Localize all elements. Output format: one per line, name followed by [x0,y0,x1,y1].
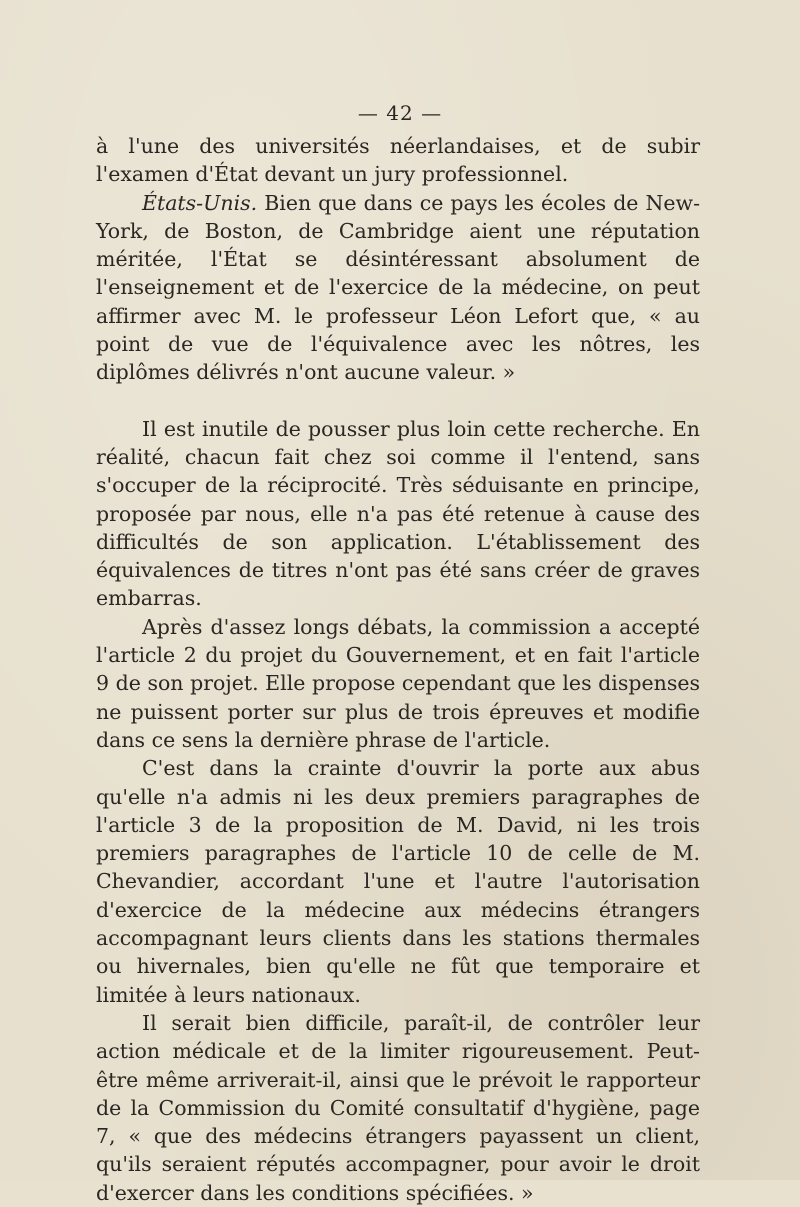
paragraph-foreign-doctors [96,754,700,1009]
paragraph-united-states [96,189,700,387]
page-number: — 42 — [357,101,443,125]
paragraph-netherlands-end [96,132,700,189]
paragraph-text: à l'une des universités néerlandaises, et de subir l'examen d'État devant un jury professionnel. [96,134,700,187]
paragraph-text: Bien que dans ce pays les écoles de New-York, de Boston, de Cambridge aient une réputation méritée, l'État se désintéressant absolument de l'enseignement et de l'exercice de la médecine, on peut affirmer avec M. le professeur Léon Lefort que, « au point de vue de l'équivalence avec les nôtres, les diplômes délivrés n'ont aucune valeur. » [96,190,700,385]
paragraph-reciprocity [96,415,700,613]
paragraph-text: Après d'assez longs débats, la commission a accepté l'article 2 du projet du Gouvernement, et en fait l'article 9 de son projet. Elle propose cependant que les dispenses ne puissent porter sur plus de trois épreuves et modifie dans ce sens la dernière phrase de l'article. [96,614,700,752]
section-lead-etats-unis: États-Unis. [142,190,258,215]
body-text [96,132,700,1207]
paragraph-text: Il est inutile de pousser plus loin cette recherche. En réalité, chacun fait chez soi comme il l'entend, sans s'occuper de la réciprocité. Très séduisante en principe, proposée par nous, elle n'a pas été retenue à cause des difficultés de son application. L'établissement des équivalences de titres n'ont pas été sans créer de graves embarras. [96,416,700,611]
paragraph-text: C'est dans la crainte d'ouvrir la porte aux abus qu'elle n'a admis ni les deux premiers paragraphes de l'article 3 de la proposition de M. David, ni les trois premiers paragraphes de l'article 10 de celle de M. Chevandier, accordant l'une et l'autre l'autorisation d'exercice de la médecine aux médecins étrangers accompagnant leurs clients dans les stations thermales ou hivernales, bien qu'elle ne fût que temporaire et limitée à leurs nationaux. [96,756,700,1007]
paragraph-text: Il serait bien difficile, paraît-il, de contrôler leur action médicale et de la limiter rigoureusement. Peut-être même arriverait-il, ainsi que le prévoit le rapporteur de la Commission du Comité consultatif d'hygiène, page 7, « que des médecins étrangers payassent un client, qu'ils seraient réputés accompagner, pour avoir le droit d'exercer dans les conditions spécifiées. » [96,1010,700,1205]
paragraph-commission-article [96,613,700,754]
paragraph-control-difficulty [96,1009,700,1207]
